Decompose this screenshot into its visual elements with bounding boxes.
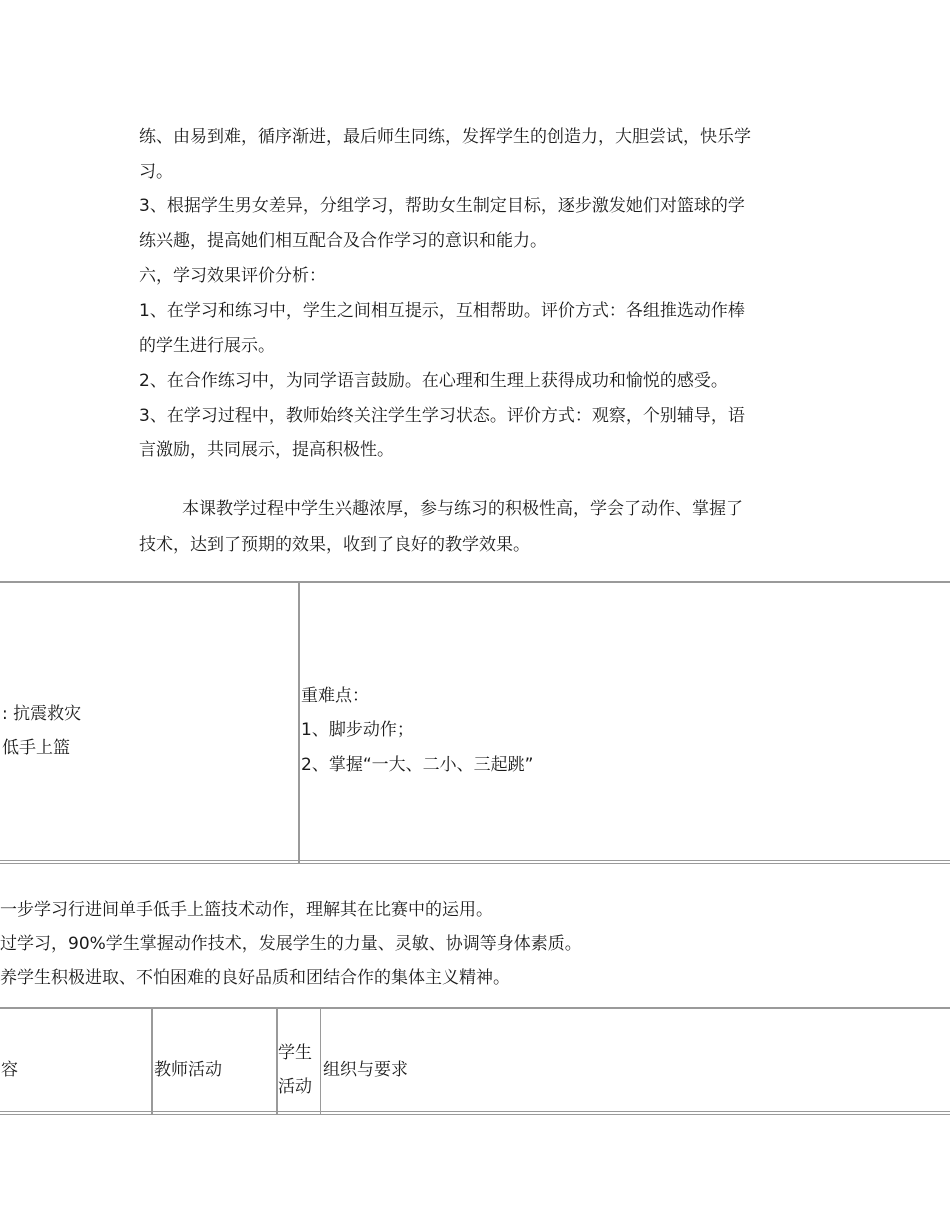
summary-line: 技术，达到了预期的效果，收到了良好的教学效果。 [139, 535, 530, 555]
key-points-title: 重难点： [301, 686, 369, 706]
key-point-item: 2、掌握“一大、二小、三起跳” [301, 755, 534, 775]
paragraph-line: 2、在合作练习中，为同学语言鼓励。在心理和生理上获得成功和愉悦的感受。 [139, 371, 728, 391]
column-header-student: 活动 [278, 1077, 312, 1097]
header-border-bottom-double [0, 1114, 950, 1115]
table-border-top [0, 581, 950, 583]
summary-line: 本课教学过程中学生兴趣浓厚，参与练习的积极性高，学会了动作、掌握了 [182, 499, 743, 519]
column-divider [151, 1008, 153, 1114]
column-divider [320, 1008, 321, 1114]
paragraph-line: 习。 [139, 162, 173, 182]
paragraph-line: 练、由易到难，循序渐进，最后师生同练，发挥学生的创造力，大胆尝试，快乐学 [139, 127, 751, 147]
header-border-top [0, 1007, 950, 1009]
column-header-content: 容 [1, 1060, 18, 1080]
paragraph-line: 练兴趣，提高她们相互配合及合作学习的意识和能力。 [139, 231, 547, 251]
table-border-bottom-double [0, 863, 950, 864]
header-border-bottom [0, 1111, 950, 1112]
paragraph-line: 1、在学习和练习中，学生之间相互提示，互相帮助。评价方式：各组推选动作棒 [139, 301, 745, 321]
paragraph-line: 的学生进行展示。 [139, 336, 275, 356]
lesson-topic: : 抗震救灾 [2, 704, 82, 724]
objective-line: 一步学习行进间单手低手上篮技术动作，理解其在比赛中的运用。 [0, 900, 493, 920]
table-divider [298, 582, 300, 863]
paragraph-line: 言激励，共同展示，提高积极性。 [139, 440, 394, 460]
objective-line: 过学习，90%学生掌握动作技术，发展学生的力量、灵敏、协调等身体素质。 [0, 934, 582, 954]
objective-line: 养学生积极进取、不怕困难的良好品质和团结合作的集体主义精神。 [0, 968, 510, 988]
paragraph-line: 3、在学习过程中，教师始终关注学生学习状态。评价方式：观察，个别辅导，语 [139, 406, 745, 426]
section-heading: 六，学习效果评价分析： [139, 266, 326, 286]
column-header-teacher: 教师活动 [154, 1060, 222, 1080]
column-header-student: 学生 [278, 1043, 312, 1063]
table-border-bottom [0, 860, 950, 861]
column-header-organization: 组织与要求 [323, 1060, 408, 1080]
paragraph-line: 3、根据学生男女差异，分组学习，帮助女生制定目标，逐步激发她们对篮球的学 [139, 196, 745, 216]
key-point-item: 1、脚步动作； [301, 720, 414, 740]
lesson-content: 低手上篮 [2, 738, 70, 758]
